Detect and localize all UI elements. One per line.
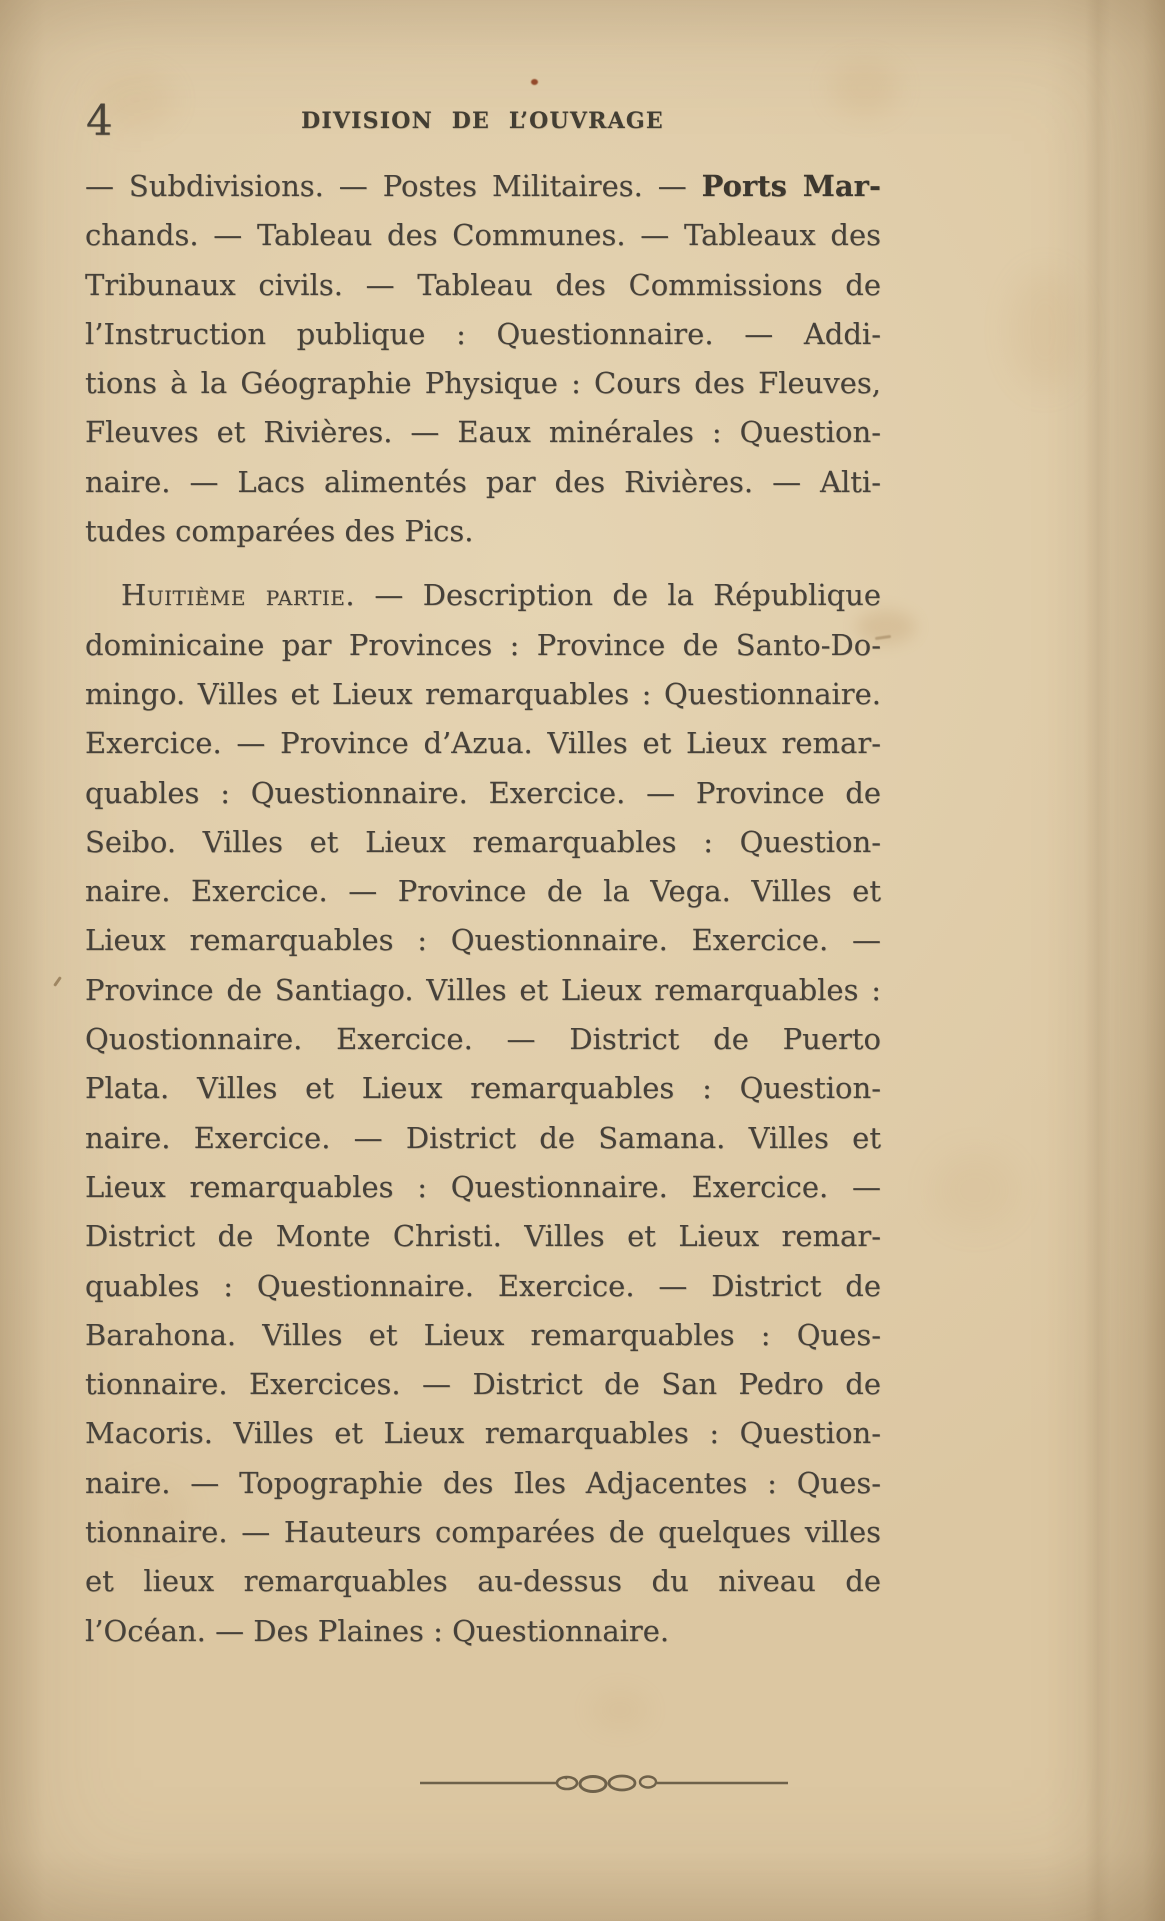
text-line [85,1262,881,1311]
text-line [85,408,881,457]
text-run: tudes comparées des Pics. [85,514,474,549]
text-run: chands. — Tableau des Communes. — Tableaux des [85,218,881,253]
text-line [85,818,881,867]
chain-divider-icon [418,1770,790,1796]
paragraph [85,162,881,556]
text-line [85,621,881,670]
text-line [85,1409,881,1458]
text-run: Barahona. Villes et Lieux remarquables : Ques- [85,1317,881,1352]
text-line [85,458,881,507]
paragraph [85,571,881,1656]
text-line [85,867,881,916]
text-line [85,1607,881,1656]
text-run: Province de Santiago. Villes et Lieux remarquables : [85,972,881,1007]
text-line [85,162,881,211]
text-run: — Description de la République [355,578,881,613]
text-run: quables : Questionnaire. Exercice. — Province de [85,775,881,810]
text-line [85,1163,881,1212]
text-line [85,261,881,310]
text-run: tionnaire. Exercices. — District de San Pedro de [85,1367,881,1402]
text-line [85,310,881,359]
text-run: Seibo. Villes et Lieux remarquables : Question- [85,824,881,859]
text-line [85,1508,881,1557]
text-run: Macoris. Villes et Lieux remarquables : Question- [85,1416,881,1451]
text-line [85,1212,881,1261]
text-line [85,359,881,408]
text-run: Plata. Villes et Lieux remarquables : Question- [85,1071,881,1106]
bold-text: Ports Mar- [701,169,881,203]
text-line [85,769,881,818]
text-run: dominicaine par Provinces : Province de Santo-Do- [85,627,881,662]
text-run: l’Océan. — Des Plaines : Questionnaire. [85,1613,670,1648]
text-line [85,916,881,965]
text-run: tions à la Géographie Physique : Cours des Fleuves, [85,366,881,401]
text-line [85,1015,881,1064]
text-run: l’Instruction publique : Questionnaire. — Addi- [85,316,881,351]
text-run: quables : Questionnaire. Exercice. — District de [85,1268,881,1303]
text-line [85,1064,881,1113]
text-run: Lieux remarquables : Questionnaire. Exercice. — [85,923,881,958]
text-line [85,1360,881,1409]
text-run: Quostionnaire. Exercice. — District de Puerto [85,1022,881,1057]
text-run: naire. — Topographie des Iles Adjacentes : Ques- [85,1465,881,1500]
text-line [85,1311,881,1360]
text-run: — Subdivisions. — Postes Militaires. — [85,169,702,203]
text-run: Fleuves et Rivières. — Eaux minérales : Question- [85,415,881,450]
text-line [85,507,881,556]
text-line [85,1557,881,1606]
paper-shadow-streak [1085,0,1111,1921]
text-line [85,966,881,1015]
text-run: naire. — Lacs alimentés par des Rivières. — Alti- [85,464,881,499]
text-line [85,1459,881,1508]
page-number: 4 [86,96,113,145]
running-head: DIVISION DE L’OUVRAGE [301,108,664,134]
text-line [85,571,881,620]
body-text [85,162,881,1656]
smallcaps-text: Huitième partie. [121,578,356,613]
text-line [85,1114,881,1163]
text-run: tionnaire. — Hauteurs comparées de quelques villes [85,1515,881,1550]
text-run: mingo. Villes et Lieux remarquables : Questionnaire. [85,676,881,711]
text-run: District de Monte Christi. Villes et Lieux remar- [85,1219,881,1254]
text-run: Lieux remarquables : Questionnaire. Exercice. — [85,1169,881,1204]
text-run: naire. Exercice. — District de Samana. Villes et [85,1120,881,1155]
text-line [85,719,881,768]
text-run: naire. Exercice. — Province de la Vega. Villes et [85,874,881,909]
text-line [85,211,881,260]
text-line [85,670,881,719]
text-run: et lieux remarquables au-dessus du niveau de [85,1564,881,1599]
text-run: Tribunaux civils. — Tableau des Commissions de [85,267,881,302]
text-run: Exercice. — Province d’Azua. Villes et Lieux remar- [85,726,881,761]
divider-ornament [418,1770,790,1796]
